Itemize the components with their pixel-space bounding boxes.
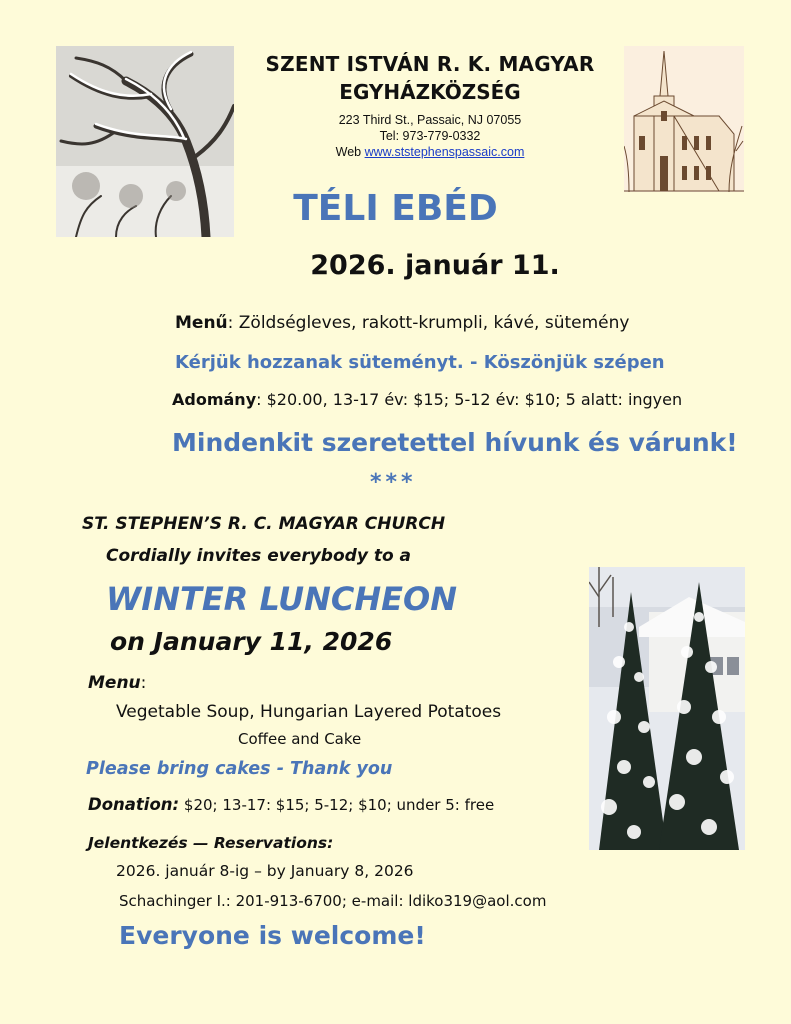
english-menu-label: Menu	[88, 673, 141, 693]
hungarian-menu-label: Menű	[175, 313, 228, 333]
hungarian-cake-request: Kérjük hozzanak süteményt. - Köszönjük szépen	[175, 352, 665, 373]
english-donation	[88, 795, 494, 814]
section-separator: ***	[370, 470, 417, 495]
english-donation-label: Donation:	[88, 795, 180, 814]
church-address: 223 Third St., Passaic, NJ 07055	[338, 113, 522, 127]
reservations-deadline: 2026. január 8-ig – by January 8, 2026	[116, 862, 414, 880]
english-menu-line2: Coffee and Cake	[238, 730, 362, 748]
english-event-date: on January 11, 2026	[110, 627, 393, 656]
hungarian-event-title: TÉLI EBÉD	[293, 188, 498, 229]
church-sketch	[624, 46, 744, 192]
church-web: Web www.ststephenspassaic.com	[335, 145, 525, 159]
church-phone: Tel: 973-779-0332	[379, 129, 481, 143]
church-name-line1: SZENT ISTVÁN R. K. MAGYAR	[265, 52, 595, 76]
hungarian-donation	[172, 390, 682, 409]
english-menu-line1: Vegetable Soup, Hungarian Layered Potatoes	[116, 702, 502, 722]
english-event-title: WINTER LUNCHEON	[106, 580, 457, 618]
church-name-line2: EGYHÁZKÖZSÉG	[339, 80, 521, 104]
english-church-name: ST. STEPHEN’S R. C. MAGYAR CHURCH	[82, 514, 446, 534]
english-invitation: Cordially invites everybody to a	[106, 546, 412, 566]
hungarian-donation-text: : $20.00, 13-17 év: $15; 5-12 év: $10; 5 alatt: ingyen	[256, 390, 683, 409]
snowy-pines-photo	[589, 567, 745, 850]
hungarian-donation-label: Adomány	[172, 390, 257, 409]
hungarian-menu-text: : Zöldségleves, rakott-krumpli, kávé, sütemény	[227, 313, 630, 333]
english-menu-heading: Menu:	[88, 673, 147, 693]
english-donation-text: $20; 13-17: $15; 5-12; $10; under 5: free	[179, 796, 495, 814]
hungarian-menu	[175, 313, 629, 333]
reservations-heading: Jelentkezés — Reservations:	[88, 834, 334, 852]
church-header	[250, 50, 610, 160]
website-link[interactable]: www.ststephenspassaic.com	[364, 145, 525, 159]
hungarian-event-date: 2026. január 11.	[310, 250, 560, 281]
reservations-contact: Schachinger I.: 201-913-6700; e-mail: ldiko319@aol.com	[119, 892, 547, 910]
english-welcome: Everyone is welcome!	[119, 921, 426, 950]
english-cake-request: Please bring cakes - Thank you	[86, 759, 393, 779]
hungarian-welcome: Mindenkit szeretettel hívunk és várunk!	[172, 428, 738, 457]
